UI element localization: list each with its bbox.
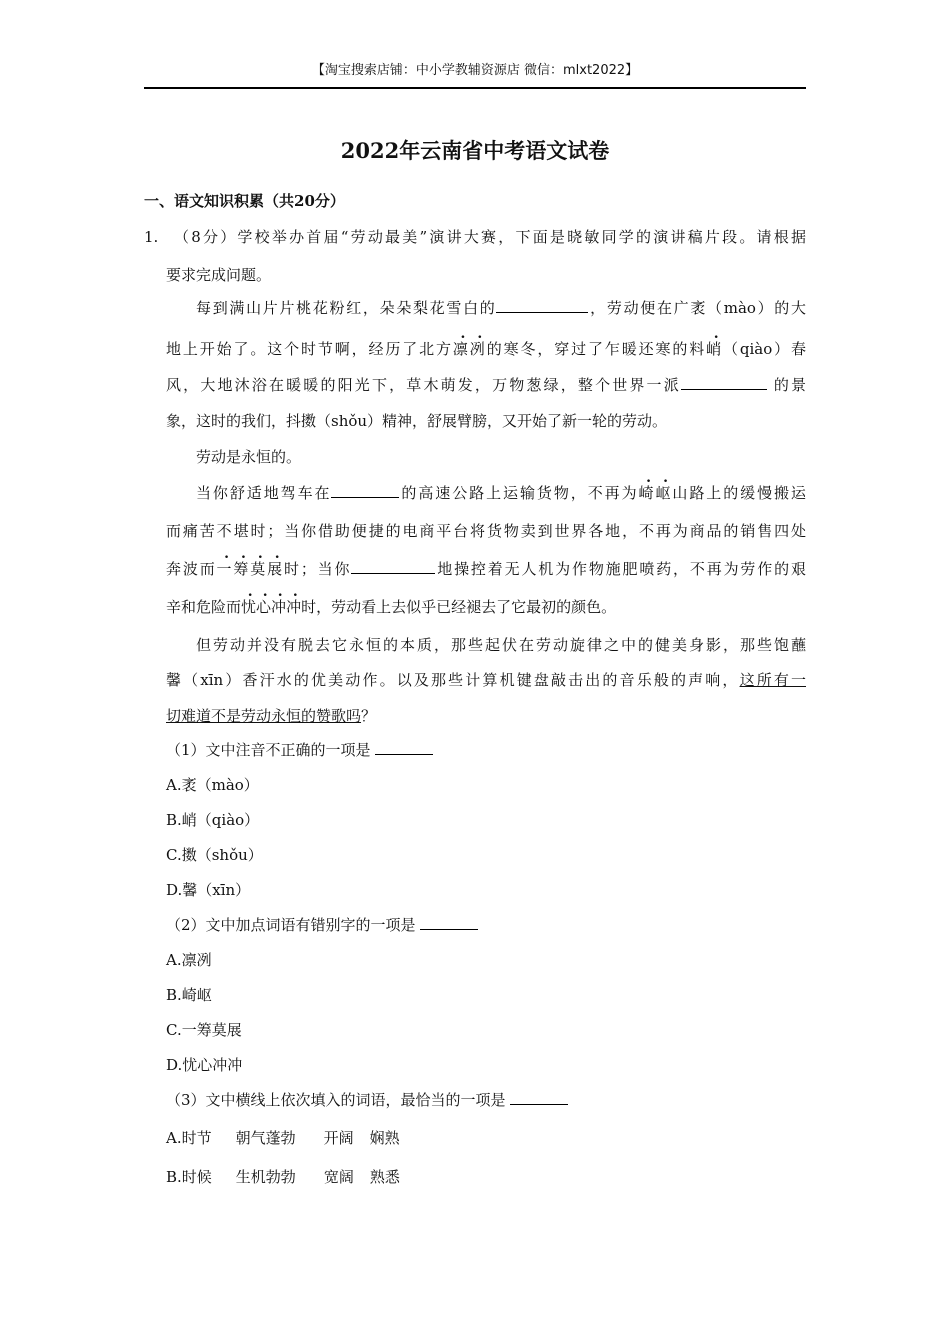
text-run: 风，大地沐浴在暖暖的阳光下，草木萌发，万物葱绿，整个世界一派 bbox=[166, 376, 681, 394]
subquestion-2 bbox=[166, 914, 478, 936]
dotted-char: 冲 bbox=[271, 598, 287, 616]
text-run: 馨（xīn）香汗水的优美动作。以及那些计算机键盘敲击出的音乐般的声响， bbox=[166, 671, 740, 689]
option-word: 娴熟 bbox=[369, 1129, 400, 1147]
text-run: （qiào）春 bbox=[722, 340, 806, 358]
text-run: 的寒冬，穿过了乍暖还寒的料 bbox=[486, 340, 707, 358]
option-word: 宽阔 bbox=[323, 1168, 354, 1186]
dotted-char: 忧 bbox=[241, 598, 257, 616]
passage-p1-line-1 bbox=[196, 297, 806, 319]
passage-p4-line-2 bbox=[166, 669, 806, 691]
dotted-char: 冲 bbox=[286, 598, 302, 616]
page-title: 2022年云南省中考语文试卷 bbox=[340, 138, 610, 163]
underlined-sentence: 切难道不是劳动永恒的赞歌吗 bbox=[166, 707, 362, 725]
passage-p2: 劳动是永恒的。 bbox=[196, 448, 302, 466]
text-run: 地上开始了。这个时节啊，经历了北方 bbox=[166, 340, 453, 358]
option-a: A.凛冽 bbox=[166, 951, 212, 969]
option-a bbox=[166, 1127, 400, 1149]
option-label: B.时候 bbox=[166, 1168, 212, 1186]
passage-p1-line-4: 象，这时的我们，抖擞（shǒu）精神，舒展臂膀，又开始了新一轮的劳动。 bbox=[166, 412, 668, 430]
fill-blank-4 bbox=[351, 558, 435, 574]
option-c: C.一筹莫展 bbox=[166, 1021, 242, 1039]
option-word: 熟悉 bbox=[369, 1168, 400, 1186]
dotted-char: 岖 bbox=[655, 484, 673, 502]
passage-p3-line-3 bbox=[166, 558, 806, 580]
dotted-char: 莫 bbox=[250, 560, 268, 578]
underlined-sentence: 这所有一 bbox=[739, 671, 806, 689]
passage-p1-line-3 bbox=[166, 374, 806, 396]
option-a: A.袤（mào） bbox=[166, 776, 259, 794]
text-run: 每到满山片片桃花粉红，朵朵梨花雪白的 bbox=[196, 299, 497, 317]
text-run: 的高速公路上运输货物，不再为 bbox=[399, 484, 639, 502]
option-label: A.时节 bbox=[166, 1129, 212, 1147]
text-run: 辛和危险而 bbox=[166, 598, 242, 616]
text-run: 时；当你 bbox=[283, 560, 352, 578]
subquestion-1 bbox=[166, 739, 433, 761]
dotted-char: 崎 bbox=[638, 484, 656, 502]
subquestion-stem: （1）文中注音不正确的一项是 bbox=[166, 741, 376, 759]
text-run: 山路上的缓慢搬运 bbox=[672, 484, 806, 502]
option-b bbox=[166, 1166, 400, 1188]
option-b: B.崎岖 bbox=[166, 986, 212, 1004]
passage-p4-line-1: 但劳动并没有脱去它永恒的本质，那些起伏在劳动旋律之中的健美身影，那些饱蘸 bbox=[196, 636, 806, 654]
passage-p3-line-4 bbox=[166, 596, 616, 618]
page-header: 【淘宝搜索店铺：中小学教辅资源店 微信：mlxt2022】 bbox=[311, 63, 639, 78]
dotted-char: 心 bbox=[256, 598, 272, 616]
option-word: 朝气蓬勃 bbox=[235, 1129, 296, 1147]
dotted-char: 冽 bbox=[469, 340, 487, 358]
subquestion-3 bbox=[166, 1089, 568, 1111]
option-word: 生机勃勃 bbox=[235, 1168, 296, 1186]
question-number: 1. bbox=[144, 228, 159, 246]
dotted-char: 筹 bbox=[233, 560, 251, 578]
text-run: 时，劳动看上去似乎已经褪去了它最初的颜色。 bbox=[301, 598, 617, 616]
answer-blank bbox=[420, 914, 478, 930]
passage-p3-line-2: 而痛苦不堪时；当你借助便捷的电商平台将货物卖到世界各地，不再为商品的销售四处 bbox=[166, 522, 806, 540]
dotted-char: 展 bbox=[267, 560, 284, 578]
section-heading: 一、语文知识积累（共20分） bbox=[144, 192, 345, 210]
text-run: 的景 bbox=[766, 376, 806, 394]
answer-blank bbox=[375, 739, 433, 755]
fill-blank-2 bbox=[681, 374, 767, 390]
answer-blank bbox=[510, 1089, 568, 1105]
option-b: B.峭（qiào） bbox=[166, 811, 260, 829]
passage-p3-line-1 bbox=[196, 482, 806, 504]
passage-p1-line-2 bbox=[166, 338, 806, 360]
text-run: ，劳动便在广袤（mào）的大 bbox=[588, 299, 806, 317]
subquestion-stem: （2）文中加点词语有错别字的一项是 bbox=[166, 916, 421, 934]
header-divider bbox=[144, 87, 806, 89]
option-d: D.馨（xīn） bbox=[166, 881, 251, 899]
dotted-char: 峭 bbox=[706, 340, 723, 358]
question-intro-line-1: （8分）学校举办首届“劳动最美”演讲大赛，下面是晓敏同学的演讲稿片段。请根据 bbox=[174, 228, 806, 246]
text-run: 当你舒适地驾车在 bbox=[196, 484, 332, 502]
text-run: ？ bbox=[361, 707, 377, 725]
fill-blank-1 bbox=[496, 297, 588, 313]
subquestion-stem: （3）文中横线上依次填入的词语，最恰当的一项是 bbox=[166, 1091, 511, 1109]
question-intro-line-2: 要求完成问题。 bbox=[166, 266, 272, 284]
option-c: C.擞（shǒu） bbox=[166, 846, 263, 864]
text-run: 地操控着无人机为作物施肥喷药，不再为劳作的艰 bbox=[435, 560, 806, 578]
option-d: D.忧心冲冲 bbox=[166, 1056, 243, 1074]
passage-p4-line-3 bbox=[166, 705, 376, 727]
dotted-char: 凛 bbox=[452, 340, 470, 358]
option-word: 开阔 bbox=[323, 1129, 354, 1147]
text-run: 奔波而 bbox=[166, 560, 217, 578]
dotted-char: 一 bbox=[216, 560, 234, 578]
fill-blank-3 bbox=[331, 482, 399, 498]
